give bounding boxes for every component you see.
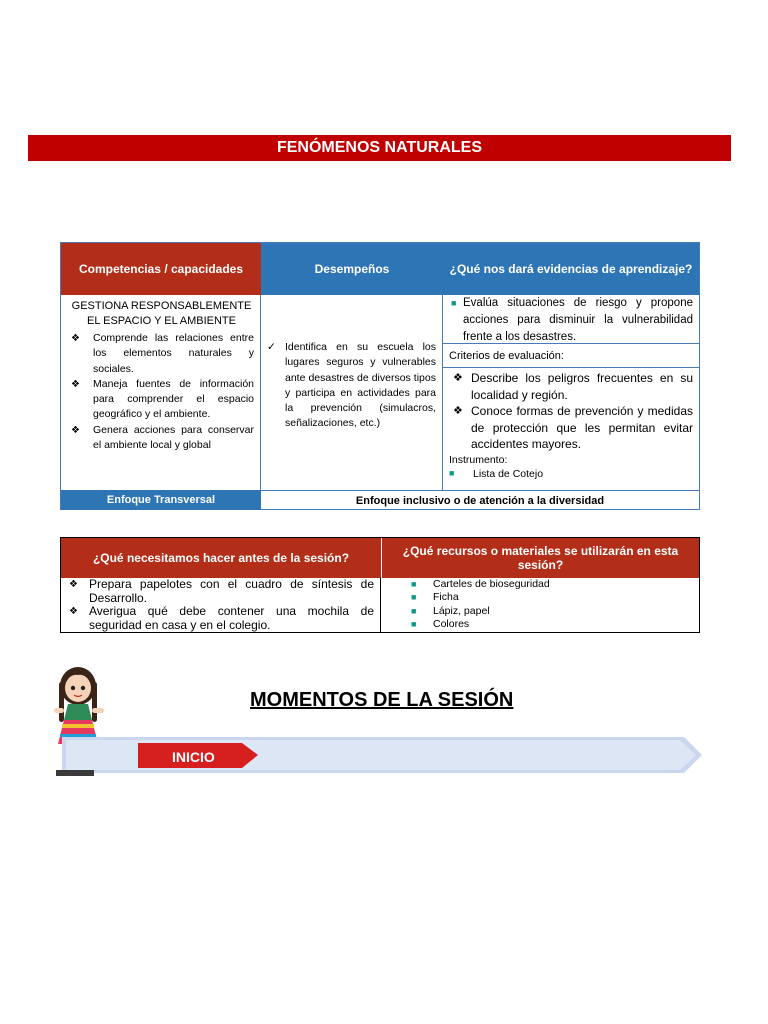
criterio-item: ❖ Conoce formas de prevención y medidas de protección que les permitan evitar accidentes mayores.: [453, 404, 693, 451]
diamond-bullet-icon: ❖: [453, 405, 463, 417]
inicio-label: INICIO: [172, 749, 215, 765]
antes-cell: [61, 578, 381, 632]
enfoque-label: Enfoque Transversal: [61, 490, 261, 510]
square-bullet-icon: ■: [411, 592, 417, 603]
enfoque-value: Enfoque inclusivo o de atención a la diversidad: [261, 490, 699, 510]
list-item: ❖ Maneja fuentes de información para comprender el espacio geográfico y el ambiente.: [71, 377, 254, 421]
list-item: ■ Colores: [411, 618, 470, 631]
preparacion-table: [60, 537, 700, 633]
evidencia-item: ■ Evalúa situaciones de riesgo y propone acciones para disminuir la vulnerabilidad frente a los desastres.: [451, 297, 693, 343]
header-desempenos: Desempeños: [261, 243, 443, 295]
recursos-cell: [381, 578, 699, 632]
list-item: ■ Lápiz, papel: [411, 604, 490, 617]
check-icon: ✓: [267, 341, 276, 353]
list-item: ❖ Averigua qué debe contener una mochila de seguridad en casa y en el colegio.: [69, 604, 374, 632]
diamond-bullet-icon: ❖: [71, 378, 80, 390]
desempenos-cell: [261, 295, 443, 490]
competencia-title: GESTIONA RESPONSABLEMENTE EL ESPACIO Y EL AMBIENTE: [71, 300, 252, 327]
header-competencias: Competencias / capacidades: [61, 243, 261, 295]
instrumento-label: Instrumento:: [449, 453, 508, 466]
momentos-title: MOMENTOS DE LA SESIÓN: [250, 689, 514, 711]
square-bullet-icon: ■: [411, 619, 417, 630]
header-recursos: ¿Qué recursos o materiales se utilizarán en esta sesión?: [381, 538, 699, 578]
diamond-bullet-icon: ❖: [453, 372, 463, 384]
criterios-label: Criterios de evaluación:: [443, 344, 699, 368]
diamond-bullet-icon: ❖: [71, 333, 80, 344]
list-item: ❖ Genera acciones para conservar el ambiente local y global: [71, 423, 254, 452]
square-bullet-icon: ■: [449, 467, 455, 478]
header-antes: ¿Qué necesitamos hacer antes de la sesión?: [61, 538, 381, 578]
header-evidencias: ¿Qué nos dará evidencias de aprendizaje?: [443, 243, 699, 295]
list-item: ❖ Comprende las relaciones entre los elementos naturales y sociales.: [71, 332, 254, 375]
competencias-cell: [61, 295, 261, 490]
square-bullet-icon: ■: [411, 579, 417, 589]
desempeno-item: ✓ Identifica en su escuela los lugares seguros y vulnerables ante desastres de diversos tipos y participa en actividades para la prevención (simulacros, señalizaciones, etc.): [267, 341, 436, 430]
evidencia-row: [443, 295, 699, 344]
page-title: FENÓMENOS NATURALES: [28, 135, 731, 161]
square-bullet-icon: ■: [411, 605, 417, 616]
diamond-bullet-icon: ❖: [69, 579, 78, 590]
square-bullet-icon: ■: [451, 298, 457, 308]
criterio-item: ❖ Describe los peligros frecuentes en su localidad y región.: [453, 371, 693, 402]
competencias-table: [60, 242, 700, 510]
diamond-bullet-icon: ❖: [71, 424, 80, 436]
instrumento-item: ■ Lista de Cotejo: [449, 467, 544, 480]
evidencias-cell: [443, 295, 699, 490]
criterios-row: [443, 368, 699, 490]
diamond-bullet-icon: ❖: [69, 606, 78, 617]
list-item: ■ Ficha: [411, 591, 459, 604]
capacidades-list: [69, 331, 254, 453]
list-item: ❖ Prepara papelotes con el cuadro de síntesis de Desarrollo.: [69, 577, 374, 605]
list-item: ■ Carteles de bioseguridad: [411, 578, 550, 590]
